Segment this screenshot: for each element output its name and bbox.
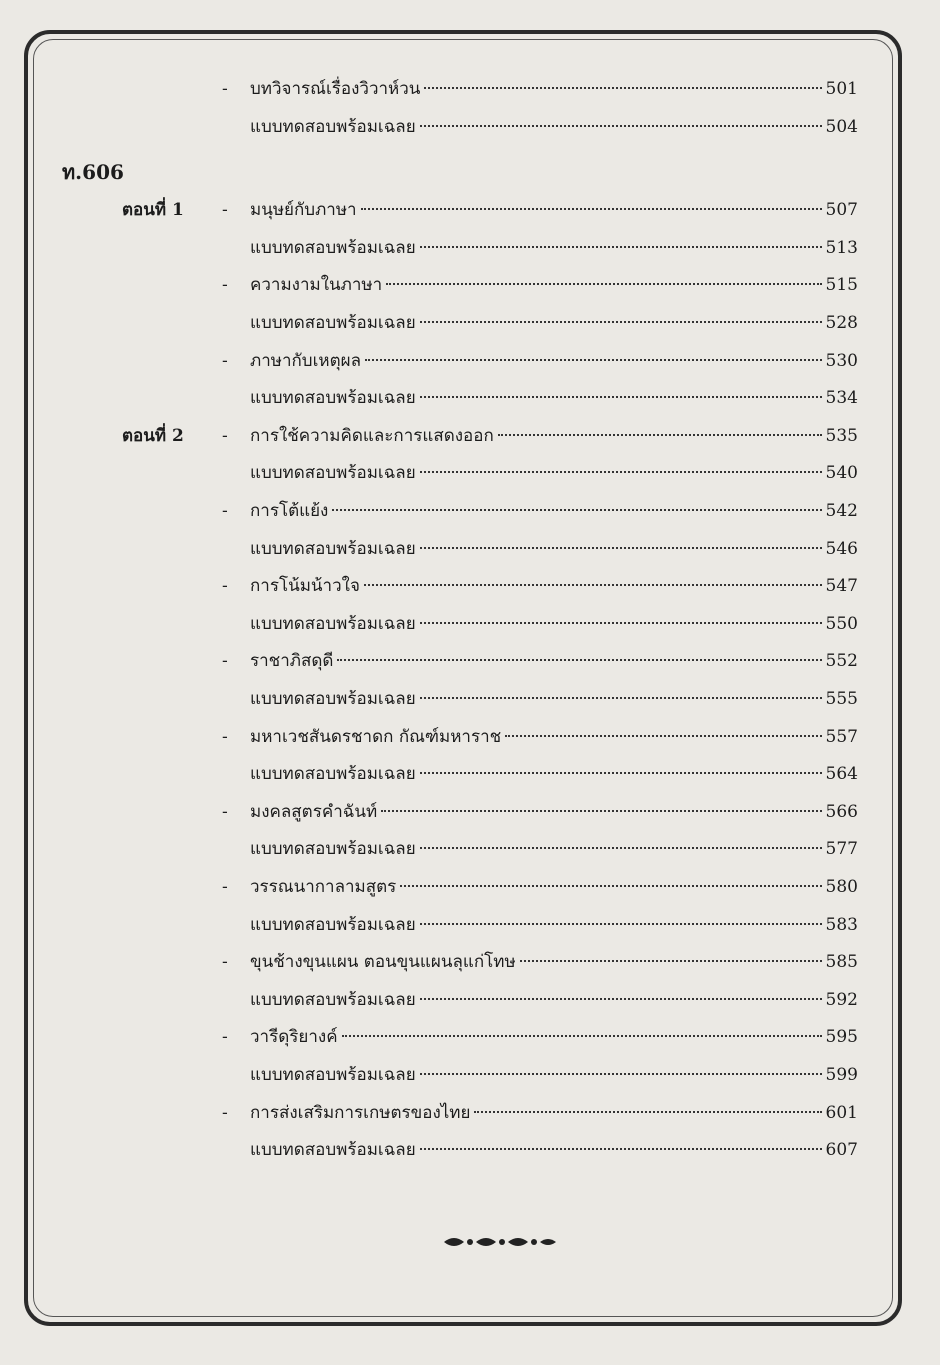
dot-leader <box>505 735 821 737</box>
entry-line <box>250 797 858 827</box>
entry-title: แบบทดสอบพร้อมเฉลย <box>250 839 416 860</box>
ornament-divider-icon <box>440 1230 560 1254</box>
entry-title: มนุษย์กับภาษา <box>250 200 357 221</box>
entry-line <box>250 1022 858 1052</box>
dot-leader <box>361 208 822 210</box>
page-number: 583 <box>825 914 858 935</box>
toc-entry <box>0 646 940 676</box>
page-number: 542 <box>825 501 858 521</box>
dot-leader <box>342 1035 822 1037</box>
entry-line <box>250 872 858 902</box>
entry-line <box>250 834 858 864</box>
toc-entry <box>0 910 940 940</box>
entry-line <box>250 571 858 601</box>
dot-leader <box>420 1148 822 1150</box>
page-number: 504 <box>825 116 858 137</box>
dot-leader <box>337 659 821 661</box>
entry-bullet: - <box>222 425 228 446</box>
entry-title: วารีดุริยางค์ <box>250 1027 338 1048</box>
entry-title: การส่งเสริมการเกษตรของไทย <box>250 1102 471 1123</box>
toc-entry <box>0 872 940 902</box>
part-label: ตอนที่ 2 <box>122 425 184 446</box>
page-number: 528 <box>825 313 858 333</box>
toc-entry <box>0 458 940 488</box>
entry-bullet: - <box>222 200 228 221</box>
entry-title: แบบทดสอบพร้อมเฉลย <box>250 914 416 935</box>
toc-entry <box>0 1098 940 1128</box>
page-number: 535 <box>825 425 858 446</box>
entry-line <box>250 985 858 1015</box>
toc-entry <box>0 797 940 827</box>
entry-line <box>250 112 858 142</box>
dot-leader <box>386 283 821 285</box>
entry-title: แบบทดสอบพร้อมเฉลย <box>250 989 416 1010</box>
entry-title: มหาเวชสันดรชาดก กัณฑ์มหาราช <box>250 726 502 747</box>
page-number: 607 <box>825 1140 858 1161</box>
page-number: 515 <box>825 275 858 296</box>
page-number: 501 <box>825 79 858 99</box>
entry-title: แบบทดสอบพร้อมเฉลย <box>250 613 416 634</box>
entry-title: แบบทดสอบพร้อมเฉลย <box>250 1065 416 1085</box>
toc-entry <box>0 346 940 376</box>
page-number: 547 <box>825 576 858 597</box>
entry-line <box>250 609 858 639</box>
page-number: 592 <box>825 989 858 1010</box>
toc-entry <box>0 1135 940 1165</box>
entry-title: แบบทดสอบพร้อมเฉลย <box>250 116 416 137</box>
entry-line <box>250 346 858 376</box>
dot-leader <box>365 359 822 361</box>
page-number: 557 <box>825 726 858 747</box>
entry-line <box>250 947 858 977</box>
toc-entry <box>0 534 940 564</box>
entry-bullet: - <box>222 275 228 296</box>
entry-line <box>250 722 858 752</box>
toc-entry <box>0 609 940 639</box>
entry-title: แบบทดสอบพร้อมเฉลย <box>250 237 416 258</box>
entry-bullet: - <box>222 1027 228 1048</box>
part-label: ตอนที่ 1 <box>122 200 184 221</box>
page-number: 585 <box>825 952 858 973</box>
toc-entry <box>0 421 940 451</box>
entry-title: แบบทดสอบพร้อมเฉลย <box>250 463 416 484</box>
dot-leader <box>474 1111 821 1113</box>
dot-leader <box>381 810 821 812</box>
entry-bullet: - <box>222 726 228 747</box>
toc-entry <box>0 571 940 601</box>
entry-title: ขุนช้างขุนแผน ตอนขุนแผนลุแก่โทษ <box>250 952 516 973</box>
entry-bullet: - <box>222 501 228 521</box>
page-number: 601 <box>825 1102 858 1123</box>
page-number: 550 <box>825 613 858 634</box>
toc-entry <box>0 1060 940 1090</box>
toc-entry <box>0 496 940 526</box>
dot-leader <box>420 847 822 849</box>
dot-leader <box>420 998 822 1000</box>
page-number: 534 <box>825 388 858 409</box>
dot-leader <box>520 960 822 962</box>
entry-line <box>250 270 858 300</box>
entry-title: ราชาภิสดุดี <box>250 651 334 672</box>
toc-entry <box>0 308 940 338</box>
dot-leader <box>420 1073 822 1075</box>
dot-leader <box>420 697 822 699</box>
toc-entry <box>0 233 940 263</box>
page-number: 564 <box>825 764 858 785</box>
dot-leader <box>420 125 822 127</box>
toc-entry <box>0 834 940 864</box>
entry-bullet: - <box>222 1102 228 1123</box>
page-number: 577 <box>825 839 858 860</box>
page-number: 540 <box>825 463 858 484</box>
dot-leader <box>420 321 822 323</box>
toc-entry <box>0 759 940 789</box>
entry-line <box>250 496 858 526</box>
entry-title: บทวิจารณ์เรื่องวิวาห์วน <box>250 79 421 99</box>
page-number: 513 <box>825 237 858 258</box>
dot-leader <box>420 396 822 398</box>
entry-line <box>250 458 858 488</box>
entry-line <box>250 1098 858 1128</box>
entry-title: แบบทดสอบพร้อมเฉลย <box>250 1140 416 1161</box>
dot-leader <box>400 885 821 887</box>
page-number: 555 <box>825 689 858 709</box>
dot-leader <box>498 434 822 436</box>
toc-entry <box>0 195 940 225</box>
toc-entry <box>0 722 940 752</box>
entry-line <box>250 910 858 940</box>
entry-line <box>250 1135 858 1165</box>
toc-entry <box>0 74 940 104</box>
entry-title: แบบทดสอบพร้อมเฉลย <box>250 764 416 785</box>
dot-leader <box>420 547 822 549</box>
dot-leader <box>420 246 822 248</box>
entry-line <box>250 195 858 225</box>
entry-title: การโน้มน้าวใจ <box>250 576 360 597</box>
entry-title: ความงามในภาษา <box>250 275 383 296</box>
entry-bullet: - <box>222 576 228 597</box>
toc-entry <box>0 112 940 142</box>
entry-title: การใช้ความคิดและการแสดงออก <box>250 425 494 446</box>
dot-leader <box>420 923 822 925</box>
entry-line <box>250 1060 858 1090</box>
dot-leader <box>332 509 821 511</box>
dot-leader <box>420 471 822 473</box>
toc-entry <box>0 270 940 300</box>
entry-bullet: - <box>222 651 228 672</box>
entry-line <box>250 534 858 564</box>
dot-leader <box>424 87 821 89</box>
entry-title: วรรณนากาลามสูตร <box>250 877 397 897</box>
page-number: 507 <box>825 200 858 221</box>
entry-title: แบบทดสอบพร้อมเฉลย <box>250 538 416 559</box>
toc-entry <box>0 684 940 714</box>
page-number: 566 <box>825 801 858 822</box>
section-title: ท.606 <box>62 160 124 184</box>
entry-title: แบบทดสอบพร้อมเฉลย <box>250 388 416 409</box>
page-number: 599 <box>825 1065 858 1085</box>
entry-title: การโต้แย้ง <box>250 501 329 521</box>
entry-bullet: - <box>222 877 228 897</box>
entry-line <box>250 383 858 413</box>
entry-bullet: - <box>222 952 228 973</box>
entry-bullet: - <box>222 79 228 99</box>
entry-title: แบบทดสอบพร้อมเฉลย <box>250 313 416 333</box>
entry-line <box>250 74 858 104</box>
dot-leader <box>420 622 822 624</box>
dot-leader <box>364 584 822 586</box>
entry-bullet: - <box>222 801 228 822</box>
entry-line <box>250 646 858 676</box>
page-number: 530 <box>825 350 858 371</box>
toc-entry <box>0 1022 940 1052</box>
page-number: 552 <box>825 651 858 672</box>
page-number: 546 <box>825 538 858 559</box>
toc-entry <box>0 947 940 977</box>
entry-title: แบบทดสอบพร้อมเฉลย <box>250 689 416 709</box>
page-number: 580 <box>825 877 858 897</box>
page-number: 595 <box>825 1027 858 1048</box>
entry-bullet: - <box>222 350 228 371</box>
toc-entry <box>0 985 940 1015</box>
toc-entry <box>0 383 940 413</box>
entry-line <box>250 233 858 263</box>
entry-line <box>250 421 858 451</box>
dot-leader <box>420 772 822 774</box>
entry-line <box>250 308 858 338</box>
entry-title: มงคลสูตรคำฉันท์ <box>250 801 378 822</box>
entry-title: ภาษากับเหตุผล <box>250 350 362 371</box>
entry-line <box>250 684 858 714</box>
entry-line <box>250 759 858 789</box>
